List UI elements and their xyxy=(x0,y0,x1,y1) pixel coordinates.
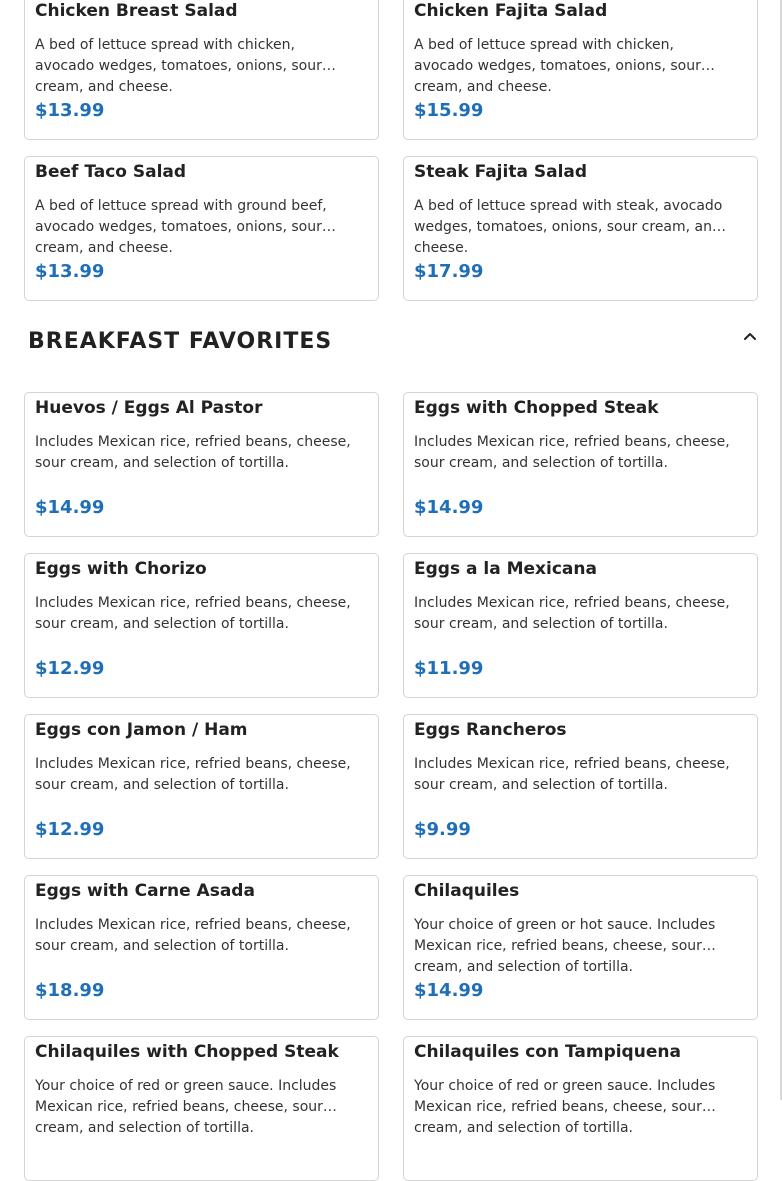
menu-item-price: $13.99 xyxy=(35,261,105,282)
menu-item-price: $18.99 xyxy=(35,980,105,1001)
menu-item-name: Eggs with Chorizo xyxy=(35,559,207,579)
salads-grid xyxy=(24,0,758,301)
menu-item-price: $14.99 xyxy=(35,497,105,518)
menu-item-description: A bed of lettuce spread with ground beef, avocado wedges, tomatoes, onions, sour cream, and cheese. xyxy=(35,198,327,256)
menu-item-name: Beef Taco Salad xyxy=(35,162,187,182)
menu-item-name: Chilaquiles con Tampiquena xyxy=(414,1042,681,1062)
menu-item-name: Chicken Fajita Salad xyxy=(414,1,608,21)
menu-item-name: Steak Fajita Salad xyxy=(414,162,588,182)
menu-item-card[interactable] xyxy=(403,392,758,537)
menu-item-card[interactable] xyxy=(403,1036,758,1181)
menu-item-description: A bed of lettuce spread with steak, avocado wedges, tomatoes, onions, sour cream, and cheese. xyxy=(414,198,723,256)
menu-item-card[interactable] xyxy=(24,392,379,537)
menu-item-name: Chilaquiles with Chopped Steak xyxy=(35,1042,339,1062)
menu-item-name: Eggs with Carne Asada xyxy=(35,881,255,901)
menu-item-description: Includes Mexican rice, refried beans, cheese, sour cream, and selection of tortilla. xyxy=(414,595,730,632)
menu-item-price: $12.99 xyxy=(35,658,105,679)
menu-item-description: Includes Mexican rice, refried beans, cheese, sour cream, and selection of tortilla. xyxy=(35,917,351,954)
menu-item-name: Chicken Breast Salad xyxy=(35,1,238,21)
menu-item-name: Eggs a la Mexicana xyxy=(414,559,597,579)
menu-item-description: Includes Mexican rice, refried beans, cheese, sour cream, and selection of tortilla. xyxy=(35,434,351,471)
menu-item-price: $13.99 xyxy=(35,100,105,121)
menu-item-card[interactable] xyxy=(24,714,379,859)
menu-item-price: $14.99 xyxy=(414,980,484,1001)
menu-item-name: Chilaquiles xyxy=(414,881,520,901)
menu-item-name: Huevos / Eggs Al Pastor xyxy=(35,398,263,418)
menu-item-card[interactable] xyxy=(403,156,758,301)
menu-item-card[interactable] xyxy=(403,714,758,859)
menu-item-card[interactable] xyxy=(24,156,379,301)
menu-item-card[interactable] xyxy=(24,875,379,1020)
section-title: BREAKFAST FAVORITES xyxy=(28,329,333,354)
menu-item-name: Eggs with Chopped Steak xyxy=(414,398,659,418)
menu-item-description: Includes Mexican rice, refried beans, cheese, sour cream, and selection of tortilla. xyxy=(35,756,351,793)
menu-item-description: Your choice of red or green sauce. Includes Mexican rice, refried beans, cheese, sour cream, and selection of tortilla. xyxy=(414,1078,716,1136)
chevron-up-icon[interactable] xyxy=(742,328,758,344)
menu-item-card[interactable] xyxy=(403,553,758,698)
menu-item-description: Your choice of green or hot sauce. Includes Mexican rice, refried beans, cheese, sour cream, and selection of tortilla. xyxy=(414,917,716,975)
menu-item-description: Your choice of red or green sauce. Includes Mexican rice, refried beans, cheese, sour cream, and selection of tortilla. xyxy=(35,1078,337,1136)
breakfast-section-header[interactable] xyxy=(28,326,758,360)
menu-item-price: $15.99 xyxy=(414,100,484,121)
menu-item-card[interactable] xyxy=(403,0,758,140)
menu-item-price: $12.99 xyxy=(35,819,105,840)
menu-item-name: Eggs con Jamon / Ham xyxy=(35,720,248,740)
menu-item-description: Includes Mexican rice, refried beans, cheese, sour cream, and selection of tortilla. xyxy=(35,595,351,632)
menu-item-card[interactable] xyxy=(24,1036,379,1181)
menu-item-description: Includes Mexican rice, refried beans, cheese, sour cream, and selection of tortilla. xyxy=(414,434,730,471)
menu-item-card[interactable] xyxy=(403,875,758,1020)
menu-item-price: $11.99 xyxy=(414,658,484,679)
menu-item-price: $9.99 xyxy=(414,819,471,840)
menu-item-description: A bed of lettuce spread with chicken, avocado wedges, tomatoes, onions, sour cream, and cheese. xyxy=(414,37,701,95)
menu-item-card[interactable] xyxy=(24,553,379,698)
menu-item-description: Includes Mexican rice, refried beans, cheese, sour cream, and selection of tortilla. xyxy=(414,756,730,793)
menu-item-name: Eggs Rancheros xyxy=(414,720,567,740)
menu-item-card[interactable] xyxy=(24,0,379,140)
menu-item-price: $14.99 xyxy=(414,497,484,518)
menu-item-price: $17.99 xyxy=(414,261,484,282)
breakfast-grid xyxy=(24,392,758,1181)
menu-item-description: A bed of lettuce spread with chicken, avocado wedges, tomatoes, onions, sour cream, and cheese. xyxy=(35,37,322,95)
